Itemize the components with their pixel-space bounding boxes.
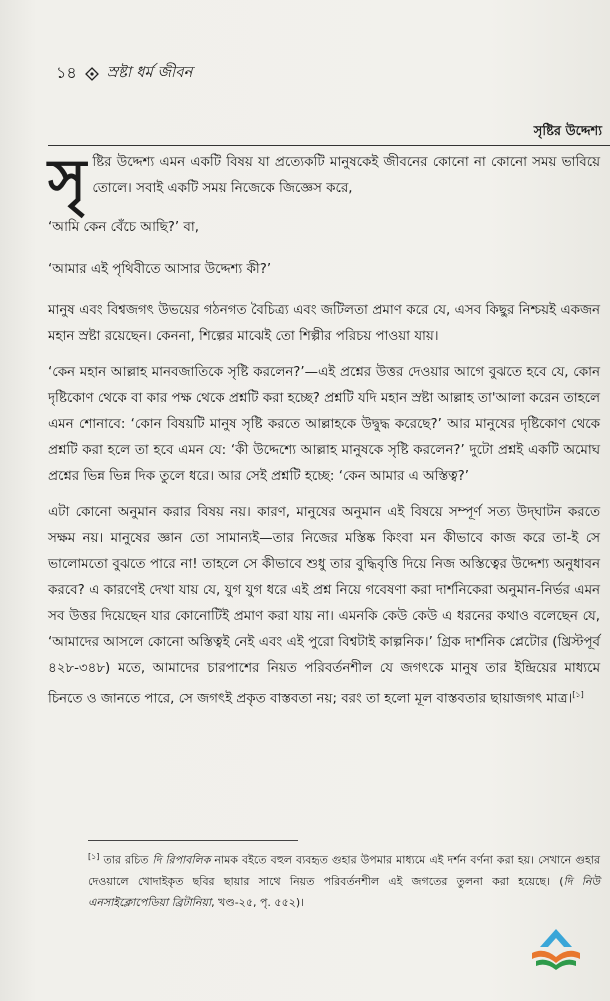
section-title: সৃষ্টির উদ্দেশ্য — [48, 122, 610, 146]
footnote-reference[interactable]: [১] — [572, 690, 584, 699]
footnote-text-before: তার রচিত — [99, 853, 153, 867]
paragraph-4 — [48, 500, 600, 712]
footnote-divider — [88, 840, 298, 841]
quote-2: ‘আমার এই পৃথিবীতে আসার উদ্দেশ্য কী?’ — [48, 262, 272, 277]
page-header — [56, 60, 193, 87]
publisher-logo-icon — [528, 925, 584, 971]
page-number: ১৪ — [56, 63, 77, 82]
paragraph-3: ‘কেন মহান আল্লাহ মানবজাতিকে সৃষ্টি করলেন?’—এই প্রশ্নের উত্তর দেওয়ার আগে বুঝতে হবে যে, কোন দৃষ্টিকোণ থেকে বা কার পক্ষ থেকে প্রশ্নটি করা হচ্ছে? প্রশ্নটি যদি মহান স্রষ্টা আল্লাহ তা'আলা করেন তাহলে এমন শোনাবে: ‘কোন বিষয়টি মানুষ সৃষ্টি করতে আল্লাহকে উদ্বুদ্ধ করেছে?’ আর মানুষের দৃষ্টিকোণ থেকে প্রশ্নটি করা হলে তা হবে এমন যে: ‘কী উদ্দেশ্যে আল্লাহ মানুষকে সৃষ্টি করলেন?’ দুটো প্রশ্নই একটি অমোঘ প্রশ্নের ভিন্ন ভিন্ন দিক তুলে ধরে। আর সেই প্রশ্নটি হচ্ছে: ‘কেন আমার এ অস্তিত্ব?’ — [48, 365, 600, 484]
footnote-marker: [১] — [88, 852, 100, 861]
body-text — [48, 146, 600, 722]
paragraph-1-text: ষ্টির উদ্দেশ্য এমন একটি বিষয় যা প্রত্যেকটি মানুষকেই জীবনের কোনো না কোনো সময় ভাবিয়ে তোলে। সবাই একটি সময় নিজেকে জিজ্ঞেস করে, — [92, 155, 600, 196]
footnote-source-title: দি নিউ এনসাইক্লোপেডিয়া ব্রিটানিয়া — [88, 874, 600, 909]
drop-cap: সৃ — [48, 146, 87, 214]
footnote — [88, 846, 600, 913]
quote-1: ‘আমি কেন বেঁচে আছি?’ বা, — [48, 220, 199, 235]
paragraph-2: মানুষ এবং বিশ্বজগৎ উভয়ের গঠনগত বৈচিত্র্য এবং জটিলতা প্রমাণ করে যে, এসব কিছুর নিশ্চয়ই একজন মহান স্রষ্টা রয়েছেন। কেননা, শিল্পের মাঝেই তো শিল্পীর পরিচয় পাওয়া যায়। — [48, 303, 600, 344]
diamond-ornament-icon — [85, 67, 99, 81]
footnote-work-title: দি রিপাবলিক — [152, 853, 211, 867]
paragraph-1 — [48, 146, 600, 214]
paragraph-4-text: এটা কোনো অনুমান করার বিষয় নয়। কারণ, মানুষের অনুমান এই বিষয়ে সম্পূর্ণ সত্য উদ্‌ঘাটন করতে সক্ষম নয়। মানুষের জ্ঞান তো সামান্যই—তার নিজের মস্তিষ্ক কিংবা মন কীভাবে কাজ করে তা-ই সে ভালোমতো বুঝতে পারে না! তাহলে সে কীভাবে শুধু তার বুদ্ধিবৃত্তি দিয়ে নিজ অস্তিত্বের উদ্দেশ্য অনুধাবন করবে? এ কারণেই দেখা যায় যে, যুগ যুগ ধরে এই প্রশ্ন নিয়ে গবেষণা করা দার্শনিকেরা অনুমান-নির্ভর এমন সব উত্তর দিয়েছেন যার কোনোটিই প্রমাণ করা যায় না। এমনকি কেউ কেউ এ ধরনের কথাও বলেছেন যে, ‘আমাদের আসলে কোনো অস্তিত্বই নেই এবং এই পুরো বিশ্বটাই কাল্পনিক।’ গ্রিক দার্শনিক প্লেটোর (খ্রিস্টপূর্ব ৪২৮-৩৪৮) মতে, আমাদের চারপাশের নিয়ত পরিবর্তনশীল যে জগৎকে মানুষ তার ইন্দ্রিয়ের মাধ্যমে চিনতে ও জানতে পারে, সে জগৎই প্রকৃত বাস্তবতা নয়; বরং তা হলো মূল বাস্তবতার ছায়াজগৎ মাত্র। — [48, 505, 600, 707]
footnote-source-detail: , খণ্ড-২৫, পৃ. ৫৫২)। — [211, 895, 305, 909]
footnote-text-mid: নামক বইতে বহুল ব্যবহৃত গুহার উপমার মাধ্যমে এই দর্শন বর্ণনা করা হয়। সেখানে গুহার দেওয়ালে খোদাইকৃত ছবির ছায়ার সাথে নিয়ত পরিবর্তনশীল এই জগতের তুলনা করা হয়েছে। ( — [88, 853, 600, 888]
book-title: স্রষ্টা ধর্ম জীবন — [106, 63, 193, 81]
